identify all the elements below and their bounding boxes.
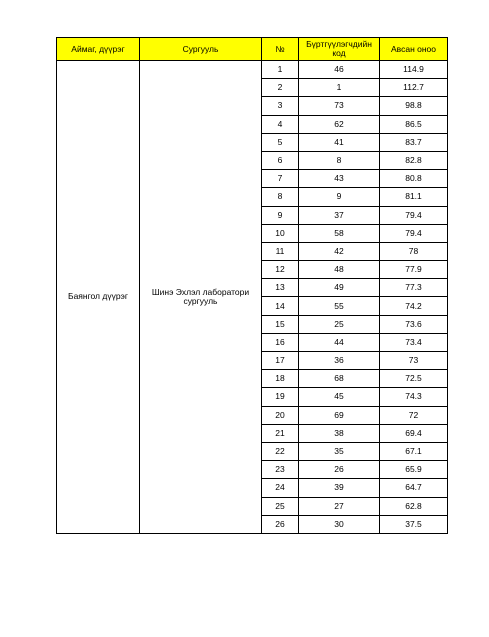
registrant-code-cell: 49 bbox=[299, 279, 380, 297]
row-number-cell: 8 bbox=[262, 188, 299, 206]
registrant-code-cell: 35 bbox=[299, 442, 380, 460]
row-number-cell: 12 bbox=[262, 261, 299, 279]
registrant-code-cell: 1 bbox=[299, 79, 380, 97]
aimag-cell bbox=[57, 61, 140, 534]
score-cell: 98.8 bbox=[380, 97, 448, 115]
registrant-code-cell: 55 bbox=[299, 297, 380, 315]
score-cell: 80.8 bbox=[380, 170, 448, 188]
registrant-code-cell: 58 bbox=[299, 224, 380, 242]
registrant-code-cell: 27 bbox=[299, 497, 380, 515]
score-cell: 69.4 bbox=[380, 424, 448, 442]
score-cell: 74.3 bbox=[380, 388, 448, 406]
row-number-cell: 22 bbox=[262, 442, 299, 460]
registrant-code-cell: 46 bbox=[299, 61, 380, 79]
header-number: № bbox=[262, 38, 299, 61]
results-table bbox=[56, 37, 448, 534]
registrant-code-cell: 48 bbox=[299, 261, 380, 279]
row-number-cell: 7 bbox=[262, 170, 299, 188]
score-cell: 86.5 bbox=[380, 115, 448, 133]
row-number-cell: 23 bbox=[262, 461, 299, 479]
registrant-code-cell: 8 bbox=[299, 151, 380, 169]
row-number-cell: 26 bbox=[262, 515, 299, 533]
registrant-code-cell: 42 bbox=[299, 242, 380, 260]
score-cell: 65.9 bbox=[380, 461, 448, 479]
row-number-cell: 4 bbox=[262, 115, 299, 133]
score-cell: 73 bbox=[380, 352, 448, 370]
row-number-cell: 5 bbox=[262, 133, 299, 151]
row-number-cell: 1 bbox=[262, 61, 299, 79]
registrant-code-cell: 9 bbox=[299, 188, 380, 206]
score-cell: 37.5 bbox=[380, 515, 448, 533]
registrant-code-cell: 43 bbox=[299, 170, 380, 188]
row-number-cell: 6 bbox=[262, 151, 299, 169]
aimag-name: Баянгол дүүрэг bbox=[67, 291, 128, 302]
score-cell: 62.8 bbox=[380, 497, 448, 515]
row-number-cell: 3 bbox=[262, 97, 299, 115]
row-number-cell: 13 bbox=[262, 279, 299, 297]
row-number-cell: 17 bbox=[262, 352, 299, 370]
registrant-code-cell: 69 bbox=[299, 406, 380, 424]
registrant-code-cell: 36 bbox=[299, 352, 380, 370]
score-cell: 73.4 bbox=[380, 333, 448, 351]
header-aimag: Аймаг, дүүрэг bbox=[57, 38, 140, 61]
row-number-cell: 15 bbox=[262, 315, 299, 333]
registrant-code-cell: 73 bbox=[299, 97, 380, 115]
row-number-cell: 24 bbox=[262, 479, 299, 497]
score-cell: 64.7 bbox=[380, 479, 448, 497]
registrant-code-cell: 41 bbox=[299, 133, 380, 151]
registrant-code-cell: 25 bbox=[299, 315, 380, 333]
row-number-cell: 10 bbox=[262, 224, 299, 242]
row-number-cell: 9 bbox=[262, 206, 299, 224]
row-number-cell: 2 bbox=[262, 79, 299, 97]
score-cell: 77.9 bbox=[380, 261, 448, 279]
score-cell: 72.5 bbox=[380, 370, 448, 388]
score-cell: 74.2 bbox=[380, 297, 448, 315]
row-number-cell: 19 bbox=[262, 388, 299, 406]
school-name: Шинэ Эхлэл лаборатори сургууль bbox=[151, 286, 250, 306]
score-cell: 78 bbox=[380, 242, 448, 260]
school-cell bbox=[140, 61, 262, 534]
score-cell: 72 bbox=[380, 406, 448, 424]
row-number-cell: 18 bbox=[262, 370, 299, 388]
score-cell: 79.4 bbox=[380, 206, 448, 224]
row-number-cell: 14 bbox=[262, 297, 299, 315]
registrant-code-cell: 62 bbox=[299, 115, 380, 133]
registrant-code-cell: 68 bbox=[299, 370, 380, 388]
table-body bbox=[57, 61, 448, 534]
score-cell: 83.7 bbox=[380, 133, 448, 151]
header-school: Сургууль bbox=[140, 38, 262, 61]
row-number-cell: 20 bbox=[262, 406, 299, 424]
registrant-code-cell: 44 bbox=[299, 333, 380, 351]
score-cell: 82.8 bbox=[380, 151, 448, 169]
registrant-code-cell: 38 bbox=[299, 424, 380, 442]
registrant-code-cell: 45 bbox=[299, 388, 380, 406]
registrant-code-cell: 37 bbox=[299, 206, 380, 224]
header-code: Бүртгүүлэгчдийн код bbox=[299, 38, 380, 61]
registrant-code-cell: 30 bbox=[299, 515, 380, 533]
score-cell: 67.1 bbox=[380, 442, 448, 460]
score-cell: 77.3 bbox=[380, 279, 448, 297]
score-cell: 81.1 bbox=[380, 188, 448, 206]
row-number-cell: 16 bbox=[262, 333, 299, 351]
registrant-code-cell: 26 bbox=[299, 461, 380, 479]
header-score: Авсан оноо bbox=[380, 38, 448, 61]
score-cell: 73.6 bbox=[380, 315, 448, 333]
score-cell: 112.7 bbox=[380, 79, 448, 97]
table-row bbox=[57, 61, 448, 79]
header-row bbox=[57, 38, 448, 61]
score-cell: 114.9 bbox=[380, 61, 448, 79]
row-number-cell: 25 bbox=[262, 497, 299, 515]
row-number-cell: 11 bbox=[262, 242, 299, 260]
row-number-cell: 21 bbox=[262, 424, 299, 442]
score-cell: 79.4 bbox=[380, 224, 448, 242]
registrant-code-cell: 39 bbox=[299, 479, 380, 497]
